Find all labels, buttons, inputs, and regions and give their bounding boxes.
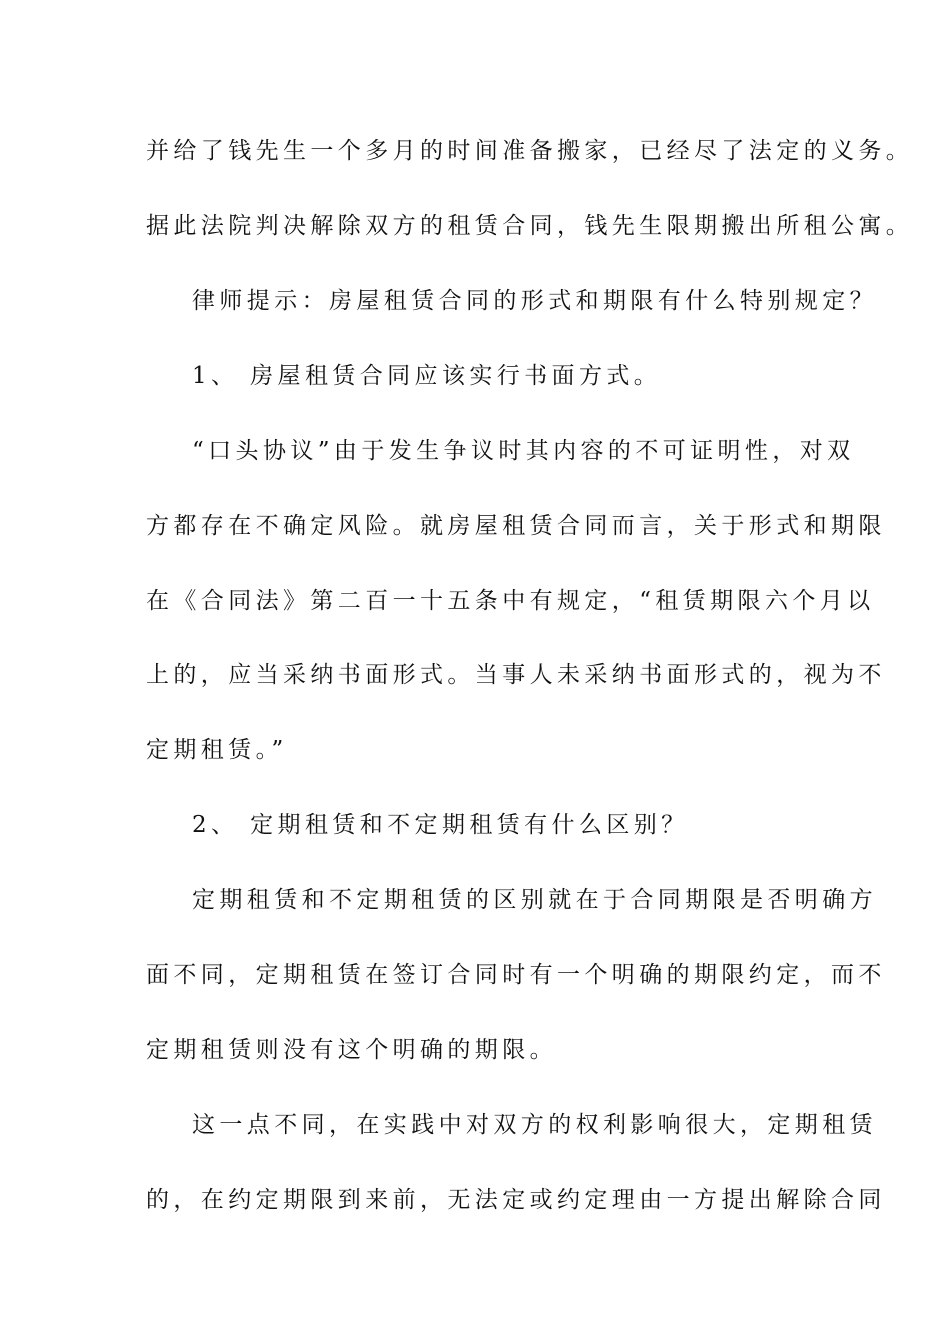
text-line-13: 定期租赁则没有这个明确的期限。 [146,1037,557,1063]
text-line-1: 并给了钱先生一个多月的时间准备搬家，已经尽了法定的义务。 [146,138,914,164]
text-line-2: 据此法院判决解除双方的租赁合同，钱先生限期搬出所租公寓。 [146,213,914,239]
text-line-10: 2、 定期租赁和不定期租赁有什么区别？ [192,812,689,838]
text-line-12: 面不同，定期租赁在签订合同时有一个明确的期限约定，而不 [146,962,886,988]
text-line-14: 这一点不同，在实践中对双方的权利影响很大，定期租赁 [192,1112,877,1138]
text-line-3: 律师提示：房屋租赁合同的形式和期限有什么特别规定？ [192,288,877,314]
text-line-4: 1、 房屋租赁合同应该实行书面方式。 [192,363,662,389]
text-line-8: 上的，应当采纳书面形式。当事人未采纳书面形式的，视为不 [146,662,886,688]
text-line-6: 方都存在不确定风险。就房屋租赁合同而言，关于形式和期限 [146,513,886,539]
text-line-5: “口头协议”由于发生争议时其内容的不可证明性，对双 [192,438,855,464]
text-line-11: 定期租赁和不定期租赁的区别就在于合同期限是否明确方 [192,887,877,913]
text-line-7: 在《合同法》第二百一十五条中有规定，“租赁期限六个月以 [146,588,875,614]
text-line-15: 的，在约定期限到来前，无法定或约定理由一方提出解除合同 [146,1187,886,1213]
text-line-9: 定期租赁。” [146,737,288,763]
